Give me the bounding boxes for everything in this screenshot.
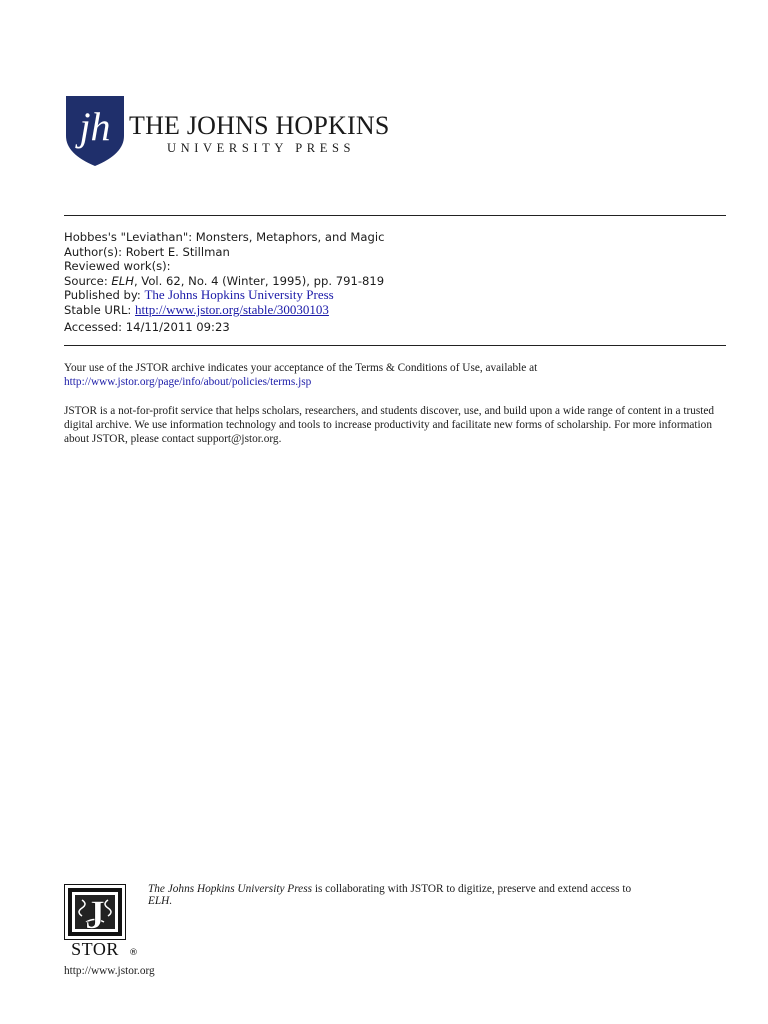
press-subtitle: UNIVERSITY PRESS [167,141,356,155]
jstor-logo [64,884,126,956]
jstor-logo-text: STOR [71,939,119,956]
source-journal: ELH [111,273,134,288]
article-source [64,274,724,289]
article-authors: Author(s): Robert E. Stillman [64,244,230,259]
accessed-date: Accessed: 14/11/2011 09:23 [64,319,230,334]
about-jstor-paragraph: JSTOR is a not-for-profit service that helps scholars, researchers, and students discover, use, and build upon a wide range of content in a trusted digital archive. We use information technology and tools to increase productivity and facilitate new forms of scholarship. For more information about JSTOR, please contact support@jstor.org. [64,405,715,446]
stable-url-link[interactable]: http://www.jstor.org/stable/30030103 [135,301,329,317]
footer-collab-text: is collaborating with JSTOR to digitize, preserve and extend access to [312,883,632,895]
jstor-url[interactable]: http://www.jstor.org [64,965,155,977]
press-name: THE JOHNS HOPKINS [129,111,390,140]
terms-paragraph [64,361,734,389]
footer-publisher: The Johns Hopkins University Press [148,883,312,895]
footer-journal: ELH. [148,894,173,907]
publisher-link[interactable]: The Johns Hopkins University Press [144,287,334,303]
published-by [64,288,724,303]
registered-mark: ® [129,948,138,958]
stable-url [64,303,724,318]
jstor-logo-initial: J [85,892,105,937]
source-details: , Vol. 62, No. 4 (Winter, 1995), pp. 791-819 [133,273,385,288]
publisher-logo [66,96,390,168]
stable-url-label: Stable URL: [64,302,136,317]
published-by-label: Published by: [64,288,145,303]
top-divider [64,215,726,216]
terms-link[interactable]: http://www.jstor.org/page/info/about/policies/terms.jsp [64,376,312,389]
citation-block [64,230,724,334]
collaboration-notice [148,884,728,907]
terms-sentence: Your use of the JSTOR archive indicates your acceptance of the Terms & Conditions of Use, available at [64,362,538,374]
middle-divider [64,345,726,346]
source-label: Source: [64,273,112,288]
article-title: Hobbes's "Leviathan": Monsters, Metaphors, and Magic [64,230,385,244]
reviewed-works: Reviewed work(s): [64,259,171,274]
press-shield-icon [66,96,124,166]
shield-monogram: jh [79,104,111,149]
